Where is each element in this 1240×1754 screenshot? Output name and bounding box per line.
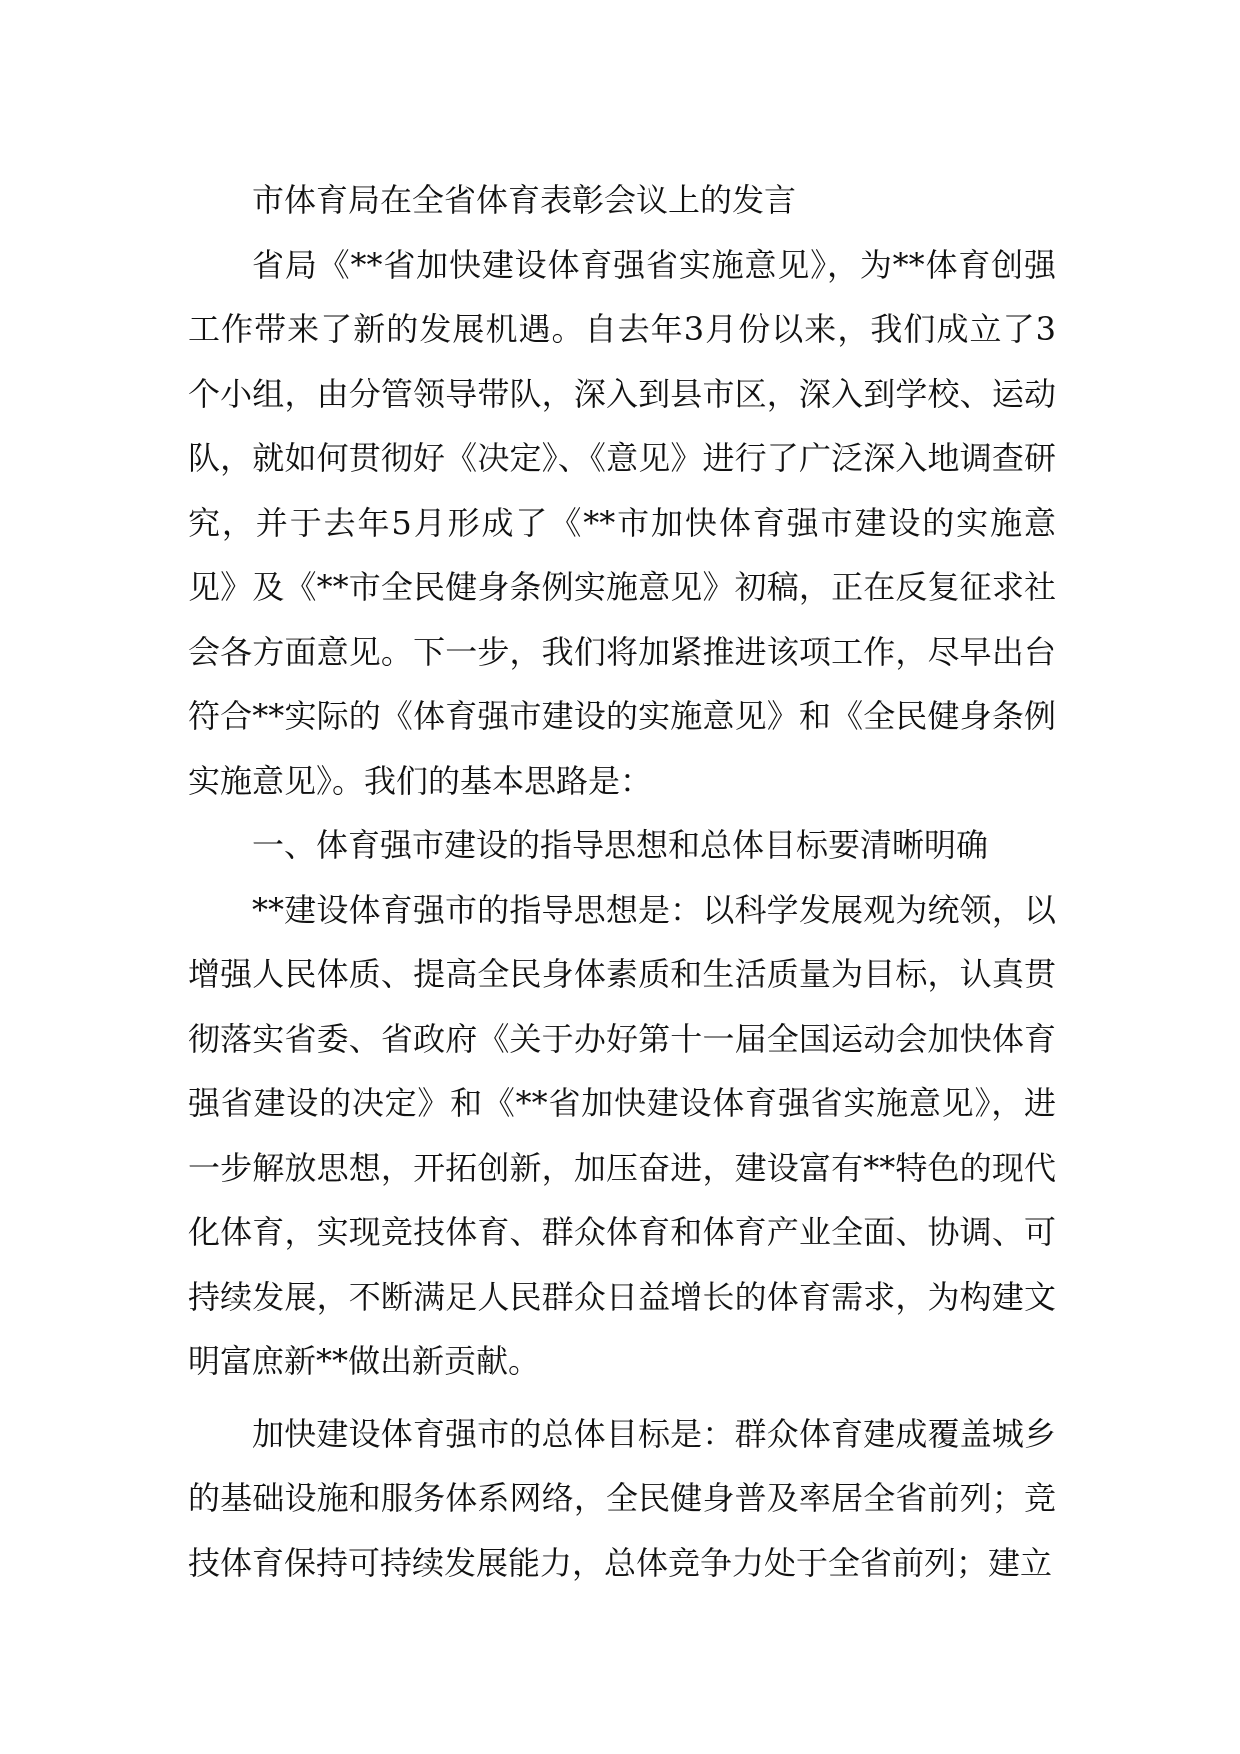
paragraph-guiding-thought: **建设体育强市的指导思想是：以科学发展观为统领，以增强人民体质、提高全民身体素质和生活质量为目标，认真贯彻落实省委、省政府《关于办好第十一届全国运动会加快体育强省建设的决定》和《**省加快建设体育强省实施意见》，进一步解放思想，开拓创新，加压奋进，建设富有**特色的现代化体育，实现竞技体育、群众体育和体育产业全面、协调、可持续发展，不断满足人民群众日益增长的体育需求，为构建文明富庶新**做出新贡献。 (188, 890, 1056, 1380)
paragraph-intro: 省局《**省加快建设体育强省实施意见》，为**体育创强工作带来了新的发展机遇。自去年3月份以来，我们成立了3个小组，由分管领导带队，深入到县市区，深入到学校、运动队，就如何贯彻好《决定》、《意见》进行了广泛深入地调查研究，并于去年5月形成了《**市加快体育强市建设的实施意见》及《**市全民健身条例实施意见》初稿，正在反复征求社会各方面意见。下一步，我们将加紧推进该项工作，尽早出台符合**实际的《体育强市建设的实施意见》和《全民健身条例实施意见》。我们的基本思路是： (188, 245, 1056, 800)
paragraph-overall-goal: 加快建设体育强市的总体目标是：群众体育建成覆盖城乡的基础设施和服务体系网络，全民健身普及率居全省前列；竞技体育保持可持续发展能力，总体竞争力处于全省前列；建立 (188, 1414, 1056, 1582)
paragraph-gap (188, 1394, 1056, 1402)
document-body (188, 168, 1056, 1595)
document-title: 市体育局在全省体育表彰会议上的发言 (252, 181, 797, 219)
section-heading-1: 一、体育强市建设的指导思想和总体目标要清晰明确 (252, 826, 989, 864)
